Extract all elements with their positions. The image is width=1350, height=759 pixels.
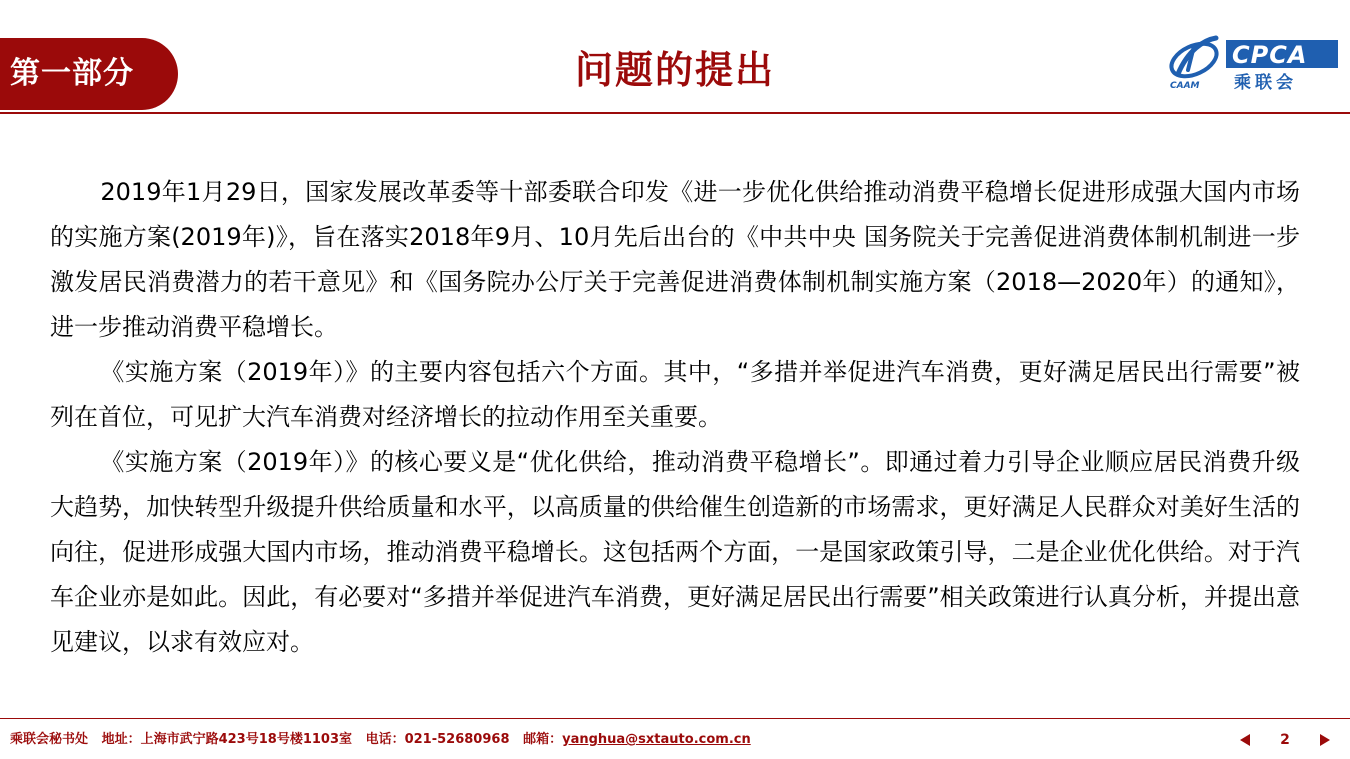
footer-org: 乘联会秘书处	[10, 732, 89, 747]
footer-phone: 电话：021-52680968	[365, 732, 510, 747]
next-slide-icon[interactable]	[1320, 734, 1330, 746]
body-text	[50, 170, 1300, 665]
footer-contact	[10, 729, 751, 751]
paragraph-3: 《实施方案（2019年）》的核心要义是“优化供给，推动消费平稳增长”。即通过着力引导企业顺应居民消费升级大趋势，加快转型升级提升供给质量和水平，以高质量的供给催生创造新的市场需求，更好满足人民群众对美好生活的向往，促进形成强大国内市场，推动消费平稳增长。这包括两个方面，一是国家政策引导，二是企业优化供给。对于汽车企业亦是如此。因此，有必要对“多措并举促进汽车消费，更好满足居民出行需要”相关政策进行认真分析，并提出意见建议，以求有效应对。	[50, 448, 1300, 656]
previous-slide-icon[interactable]	[1240, 734, 1250, 746]
section-tab: 第一部分	[0, 38, 178, 110]
footer-email-label: 邮箱：	[523, 732, 563, 747]
footer-email-link[interactable]: yanghua@sxtauto.com.cn	[562, 732, 751, 747]
paragraph-1: 2019年1月29日，国家发展改革委等十部委联合印发《进一步优化供给推动消费平稳增长促进形成强大国内市场的实施方案(2019年)》，旨在落实2018年9月、10月先后出台的《中共中央 国务院关于完善促进消费体制机制进一步激发居民消费潜力的若干意见》和《国务院办公厅关于完善促进消费体制机制实施方案（2018—2020年）的通知》，进一步推动消费平稳增长。	[50, 178, 1300, 341]
page-title: 问题的提出	[574, 48, 775, 92]
cpca-logo	[1164, 30, 1344, 92]
caam-text: CAAM	[1170, 81, 1200, 91]
paragraph-2: 《实施方案（2019年）》的主要内容包括六个方面。其中，“多措并举促进汽车消费，更好满足居民出行需要”被列在首位，可见扩大汽车消费对经济增长的拉动作用至关重要。	[50, 358, 1300, 431]
footer-divider	[0, 718, 1350, 719]
footer-address: 地址：上海市武宁路423号18号楼1103室	[101, 732, 353, 747]
logo-cn-text: 乘联会	[1234, 73, 1297, 92]
page-number: 2	[1280, 732, 1290, 748]
header-divider	[0, 112, 1350, 114]
slide-pager	[1240, 728, 1330, 752]
cpca-text: CPCA	[1232, 41, 1308, 69]
caam-emblem-icon	[1164, 30, 1344, 92]
